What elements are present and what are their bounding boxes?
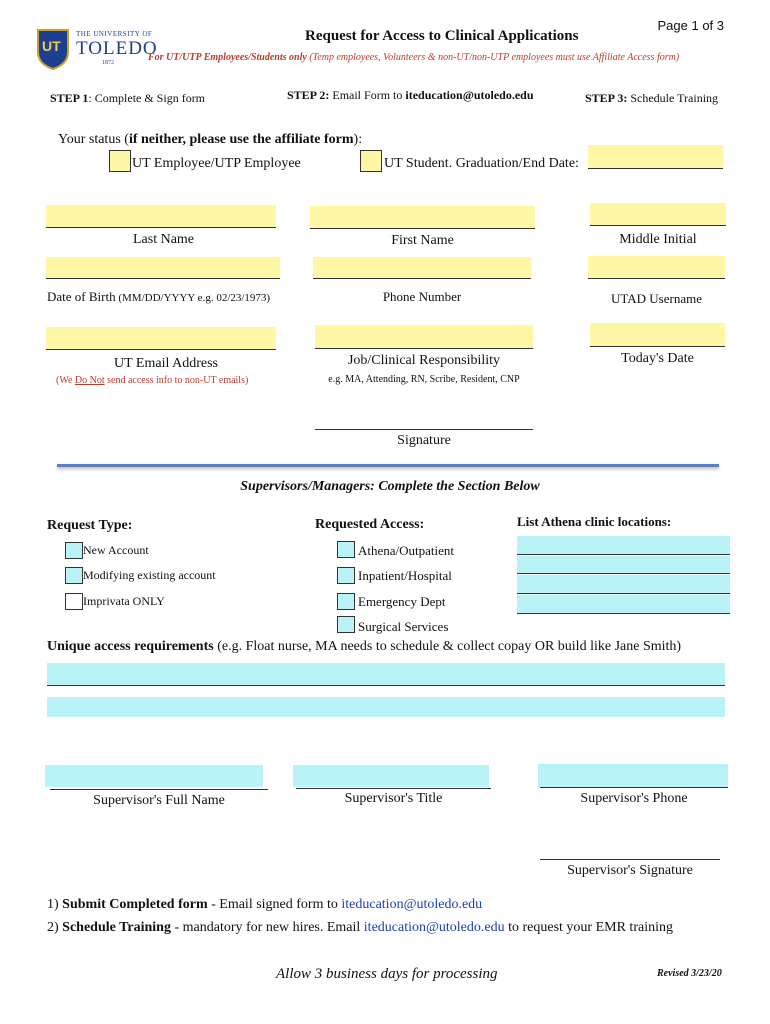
modify-account-checkbox[interactable] [65, 567, 83, 584]
status-suffix: ): [353, 132, 363, 147]
instruction-1 [47, 897, 482, 913]
utad-field[interactable] [588, 256, 725, 279]
job-label: Job/Clinical Responsibility [347, 353, 501, 368]
surgical-checkbox[interactable] [337, 616, 355, 633]
supervisor-phone-field[interactable] [538, 764, 728, 787]
instruction-1-num: 1) [47, 897, 63, 912]
logo-ut: UT [42, 38, 61, 54]
step2-text: Email Form to [329, 88, 406, 102]
signature-label: Signature [397, 433, 451, 448]
unique-bold: Unique access requirements [47, 639, 214, 654]
instruction-2-num: 2) [47, 920, 63, 935]
subtitle-bold: For UT/UTP Employees/Students only [148, 52, 307, 63]
step1-text: : Complete & Sign form [88, 91, 206, 105]
new-account-label: New Account [83, 543, 149, 557]
step3-text: Schedule Training [627, 91, 719, 105]
supervisor-phone-label: Supervisor's Phone [580, 791, 688, 806]
supervisor-title-line [296, 788, 491, 789]
athena-location-field-3[interactable] [517, 575, 730, 594]
dob-hint: (MM/DD/YYYY e.g. 02/23/1973) [115, 292, 271, 304]
athena-label: Athena/Outpatient [358, 543, 455, 558]
imprivata-label: Imprivata ONLY [83, 594, 165, 608]
revised-date: Revised 3/23/20 [657, 968, 722, 979]
todays-date-field[interactable] [590, 323, 725, 347]
supervisor-section-title: Supervisors/Managers: Complete the Section Below [240, 479, 540, 494]
first-name-label: First Name [391, 233, 454, 248]
email-note [56, 375, 248, 386]
logo-top: THE UNIVERSITY OF [76, 30, 153, 38]
ut-email-field[interactable] [46, 327, 276, 350]
ut-email-label: UT Email Address [114, 356, 218, 371]
imprivata-checkbox[interactable] [65, 593, 83, 610]
emergency-label: Emergency Dept [358, 594, 446, 609]
step-3 [585, 91, 718, 106]
unique-access-field-1[interactable] [47, 663, 725, 686]
supervisor-signature-label: Supervisor's Signature [567, 863, 693, 878]
athena-location-field-2[interactable] [517, 556, 730, 574]
inpatient-checkbox[interactable] [337, 567, 355, 584]
supervisor-name-line [50, 789, 268, 790]
email-note-underline: Do Not [74, 375, 105, 386]
student-checkbox[interactable] [360, 150, 382, 172]
supervisor-signature-line[interactable] [540, 859, 720, 860]
requested-access-heading: Requested Access: [315, 517, 425, 532]
modify-account-label: Modifying existing account [83, 568, 216, 582]
university-logo [36, 26, 156, 74]
step3-label: STEP 3: [585, 91, 628, 105]
email-note-post: send access info to non-UT emails) [104, 375, 249, 386]
new-account-checkbox[interactable] [65, 542, 83, 559]
middle-initial-field[interactable] [590, 203, 726, 226]
supervisor-name-label: Supervisor's Full Name [93, 793, 225, 808]
instruction-2-text: - mandatory for new hires. Email [170, 920, 364, 935]
subtitle-rest: (Temp employees, Volunteers & non-UT/non-UTP employees must use Affiliate Access form) [306, 52, 680, 63]
processing-note: Allow 3 business days for processing [276, 966, 498, 982]
step1-label: STEP 1 [50, 91, 89, 105]
step-1 [50, 91, 205, 106]
instruction-2-tail: to request your EMR training [504, 920, 673, 935]
athena-location-field-1[interactable] [517, 536, 730, 555]
unique-rest: (e.g. Float nurse, MA needs to schedule & collect copay OR build like Jane Smith) [213, 639, 682, 654]
employee-checkbox[interactable] [109, 150, 131, 172]
logo-name: TOLEDO [76, 38, 158, 59]
employee-label: UT Employee/UTP Employee [132, 156, 301, 171]
utad-label: UTAD Username [610, 291, 702, 306]
supervisor-name-field[interactable] [45, 765, 263, 787]
instruction-1-bold: Submit Completed form [62, 897, 208, 912]
instruction-2 [47, 920, 673, 936]
dob-field[interactable] [46, 257, 280, 279]
instruction-2-bold: Schedule Training [62, 920, 171, 935]
phone-field[interactable] [313, 257, 531, 279]
status-bold: if neither, please use the affiliate form [128, 132, 354, 147]
email-note-pre: (We [56, 375, 75, 386]
step-2 [287, 88, 534, 103]
step2-email: iteducation@utoledo.edu [405, 88, 534, 102]
dob-label [47, 289, 270, 305]
job-field[interactable] [315, 325, 533, 349]
last-name-label: Last Name [132, 232, 195, 247]
athena-locations-heading: List Athena clinic locations: [517, 514, 672, 529]
signature-line[interactable] [315, 429, 533, 430]
dob-label-text: Date of Birth [47, 289, 116, 304]
request-type-heading: Request Type: [47, 518, 133, 533]
step2-label: STEP 2: [287, 88, 330, 102]
section-divider [57, 464, 719, 467]
supervisor-phone-line [540, 787, 728, 788]
athena-checkbox[interactable] [337, 541, 355, 558]
instruction-1-text: - Email signed form to [207, 897, 342, 912]
middle-initial-label: Middle Initial [619, 232, 697, 247]
emergency-checkbox[interactable] [337, 593, 355, 610]
surgical-label: Surgical Services [358, 619, 449, 634]
athena-location-field-4[interactable] [517, 595, 730, 614]
unique-access-field-2[interactable] [47, 697, 725, 717]
supervisor-title-label: Supervisor's Title [344, 791, 443, 806]
instruction-1-email-link[interactable]: iteducation@utoledo.edu [341, 897, 483, 912]
status-prefix: Your status ( [58, 132, 129, 147]
status-prompt [58, 132, 362, 148]
page-subtitle [148, 52, 679, 63]
job-hint: e.g. MA, Attending, RN, Scribe, Resident, CNP [328, 374, 520, 385]
logo-year: 1872 [102, 60, 114, 66]
graduation-date-field[interactable] [588, 145, 723, 169]
first-name-field[interactable] [310, 206, 535, 229]
page-number: Page 1 of 3 [657, 18, 724, 33]
todays-date-label: Today's Date [621, 351, 694, 366]
page-title: Request for Access to Clinical Applications [305, 28, 579, 44]
unique-access-label [47, 639, 681, 655]
phone-label: Phone Number [382, 289, 462, 304]
last-name-field[interactable] [46, 205, 276, 228]
instruction-2-email-link[interactable]: iteducation@utoledo.edu [363, 920, 505, 935]
supervisor-title-field[interactable] [293, 765, 489, 787]
student-label: UT Student. Graduation/End Date: [384, 156, 579, 171]
inpatient-label: Inpatient/Hospital [358, 568, 452, 583]
